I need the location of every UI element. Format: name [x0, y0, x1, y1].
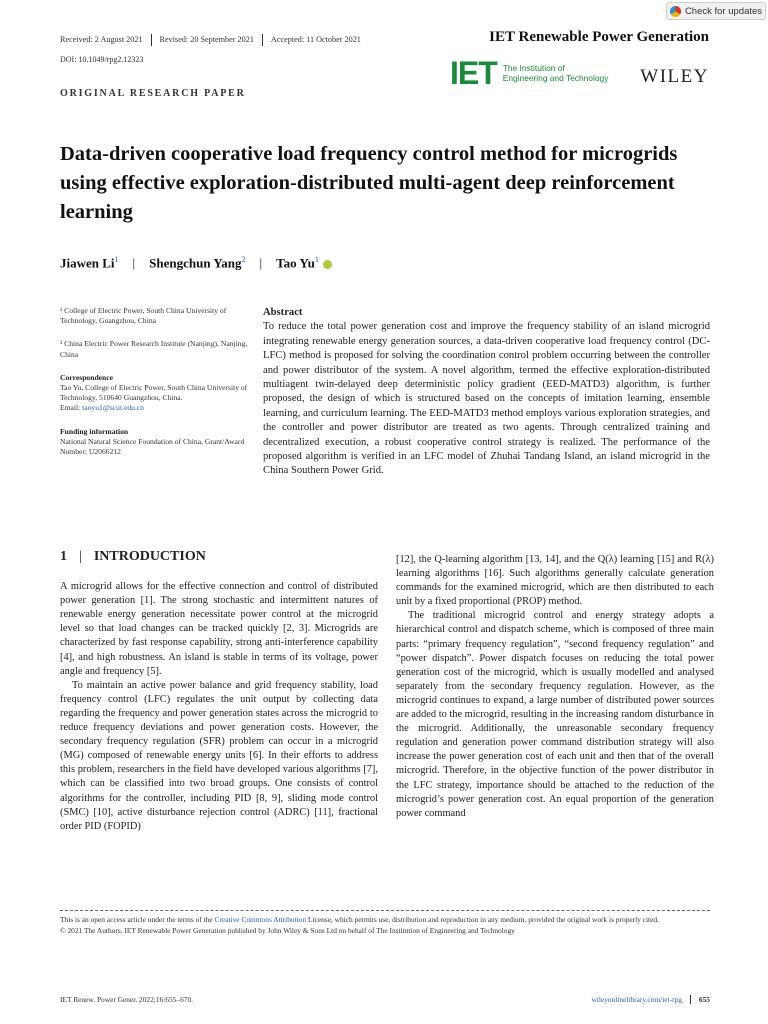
correspondence-email-line — [60, 403, 248, 413]
section-number: 1 — [60, 549, 67, 564]
author-list — [60, 255, 332, 271]
iet-text-line2: Engineering and Technology — [502, 73, 609, 83]
footnote-divider — [60, 910, 710, 911]
author-affiliation-mark: 1 — [314, 255, 319, 264]
article-history — [60, 34, 377, 46]
body-column-right — [396, 553, 714, 821]
wiley-logo: WILEY — [640, 66, 709, 87]
license-post: License, which permits use, distribution and reproduction in any medium, provided the original work is properly cited. — [306, 915, 659, 924]
email-label: Email: — [60, 403, 83, 413]
license-link[interactable]: Creative Commons Attribution — [214, 915, 307, 924]
article-sidebar — [60, 306, 248, 470]
abstract-heading: Abstract — [263, 307, 303, 318]
iet-text — [503, 63, 609, 83]
received-date: Received: 2 August 2021 — [60, 34, 152, 46]
crossmark-icon — [670, 6, 681, 17]
abstract-text: To reduce the total power generation cost and improve the frequency stability of an island microgrid integrating renewable energy generation sources, a data-driven cooperative load frequency control (DC-LFC) method is proposed for solving the coordination control problem occurring between the controller and power distributor of the system. A novel algorithm, termed the effective exploration-distributed multiagent twin-delayed deep deterministic policy gradient (EED-MATD3) algorithm, is further proposed, the design of which is structured based on the concepts of imitation learning, ensemble learning, and curriculum learning. The EED-MATD3 method employs various exploration strategies, and the controller and power distributor are treated as two agents. Through centralized training and decentralized execution, a robust cooperative control strategy is realized. The performance of the proposed algorithm is verified in an LFC model of Zhuhai Tandang Island, an island microgrid in the China Southern Power Grid. — [263, 321, 710, 477]
section-separator: | — [79, 549, 82, 564]
funding-block — [60, 427, 248, 458]
orcid-icon[interactable] — [323, 260, 332, 269]
section-title: INTRODUCTION — [93, 549, 206, 564]
iet-mark: IET — [450, 55, 497, 91]
funding-heading: Funding information — [60, 426, 129, 436]
author-2[interactable] — [149, 255, 245, 271]
section-heading — [60, 550, 378, 564]
license-footnote — [60, 914, 710, 937]
affiliation-2: ² China Electric Power Research Institute (Nanjing), Nanjing, China — [60, 339, 248, 359]
revised-date: Revised: 20 September 2021 — [160, 34, 263, 46]
author-name: Tao Yu — [276, 255, 315, 271]
correspondence-text: Tao Yu, College of Electric Power, South China University of Technology, 510640 Guangzhou, China. — [60, 383, 248, 403]
author-1[interactable] — [60, 255, 119, 271]
accepted-date: Accepted: 11 October 2021 — [270, 35, 361, 44]
check-for-updates-label: Check for updates — [684, 5, 763, 17]
paper-type: ORIGINAL RESEARCH PAPER — [60, 88, 246, 99]
paper-title: Data-driven cooperative load frequency control method for microgrids using effective exploration-distributed multi-agent deep reinforcement learning — [60, 143, 678, 223]
paragraph: [12], the Q-learning algorithm [13, 14], and the Q(λ) learning [15] and R(λ) learning algorithms [16]. Such algorithms generally calculate generation commands for the examined microgrid, which are then distributed to each unit by a fixed proportional (PROP) method. — [396, 554, 714, 608]
author-separator: | — [132, 255, 136, 271]
correspondence-block — [60, 373, 248, 414]
author-name: Jiawen Li — [60, 255, 115, 271]
doi[interactable]: DOI: 10.1049/rpg2.12323 — [60, 55, 144, 64]
paragraph: To maintain an active power balance and grid frequency stability, load frequency control (LFC) regulates the unit output by collecting data regarding the frequency and power generation states across the microgrid to reduce frequency deviations and power generation costs. However, the secondary frequency regulation (SFR) problem can occur in a microgrid (MG) composed of renewable energy units [6]. In their efforts to address this problem, researchers in the field have developed various algorithms [7], which can be classified into two broad groups. One consists of control algorithms for the controller, including PID [8, 9], sliding mode control (SMC) [10], active disturbance rejection control (ADRC) [11], fractional order PID (FOPID) — [60, 679, 378, 832]
paragraph: A microgrid allows for the effective connection and control of distributed power generation [1]. The strong stochastic and intermittent natures of renewable energy generation necessitate power control at the microgrid level so that load changes can be tracked quickly [2, 3]. Microgrids are characterized by fast response capability, strong anti-interference capability [4], and high robustness. An island is stable in terms of its voltage, power angle and frequency [5]. — [60, 581, 378, 677]
correspondence-heading: Correspondence — [60, 372, 114, 382]
author-affiliation-mark: 2 — [241, 255, 246, 264]
author-separator: | — [259, 255, 263, 271]
body-column-left — [60, 550, 378, 834]
paragraph: The traditional microgrid control and energy strategy adopts a hierarchical control and dispatch scheme, which is composed of three main parts: “primary frequency regulation”, “second frequency regulation” and “power dispatch”. Power dispatch focuses on reducing the total power generation cost of the microgrid, which is usually modelled and analysed separately from the secondary frequency regulation. However, as the microgrid continues to expand, a large number of distributed power sources are added to the microgrid, resulting in the increasing random disturbance in the microgrid. Additionally, the unreasonable secondary frequency regulation and generation power command distribution strategy will also increase the power generation cost of each unit and then that of the overall microgrid. Therefore, in the objective function of the power distributor in the LFC strategy, importance should be attached to the reduction of the microgrid’s power generation cost. An equal proportion of the generation power command — [396, 610, 714, 819]
author-name: Shengchun Yang — [149, 255, 242, 271]
journal-name: IET Renewable Power Generation — [489, 29, 709, 45]
funding-text: National Natural Science Foundation of China, Grant/Award Number: U2066212 — [60, 436, 245, 457]
author-3[interactable] — [276, 255, 332, 271]
copyright-text: © 2021 The Authors. IET Renewable Power Generation published by John Wiley & Sons Ltd on behalf of The Institution of Engineering and Technology — [60, 926, 515, 936]
journal-citation: IET Renew. Power Gener. 2022;16:655–670. — [60, 995, 194, 1004]
iet-logo — [450, 55, 609, 91]
email-link[interactable]: taoyu1@scut.edu.cn — [82, 403, 144, 413]
abstract — [263, 306, 710, 479]
iet-text-line1: The Institution of — [502, 63, 565, 73]
page-number: 655 — [690, 995, 710, 1004]
author-affiliation-mark: 1 — [114, 255, 119, 264]
license-text — [60, 914, 710, 925]
license-pre: This is an open access article under the terms of the — [60, 915, 215, 924]
page-footer — [60, 995, 710, 1004]
affiliation-1: ¹ College of Electric Power, South China University of Technology, Guangzhou, China — [60, 306, 227, 326]
journal-url-link[interactable]: wileyonlinelibrary.com/iet-rpg — [591, 995, 682, 1004]
check-for-updates-button[interactable] — [666, 2, 766, 20]
page-footer-right — [591, 995, 710, 1004]
